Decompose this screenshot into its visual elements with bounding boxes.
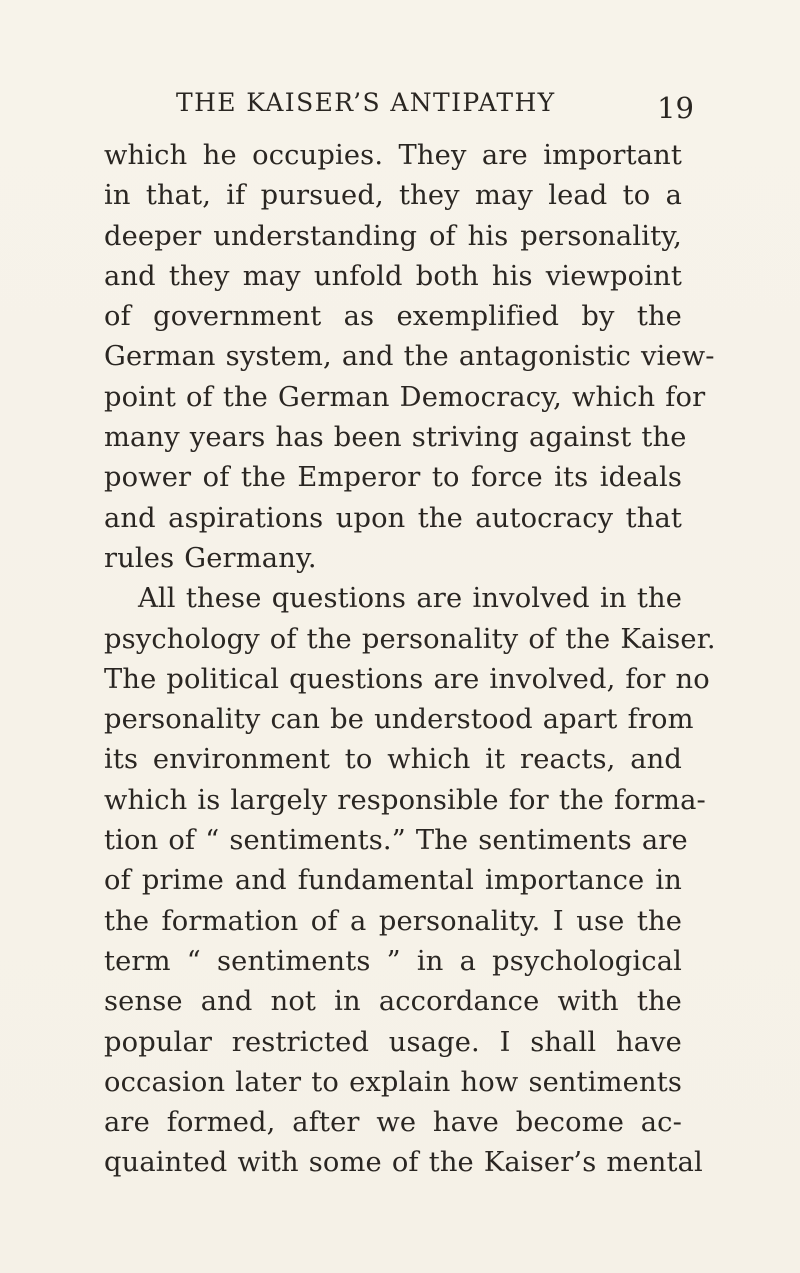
text-line: and they may unfold both his viewpoint	[104, 260, 682, 292]
text-line: psychology of the personality of the Kaiser.	[104, 623, 716, 655]
paragraph-start-line: All these questions are involved in the	[138, 583, 682, 615]
text-line: in that, if pursued, they may lead to a	[104, 180, 682, 212]
text-line: and aspirations upon the autocracy that	[104, 502, 682, 534]
text-line: many years has been striving against the	[104, 422, 687, 454]
text-line: are formed, after we have become ac-	[104, 1107, 682, 1139]
text-line: personality can be understood apart from	[104, 704, 694, 736]
text-line: of government as exemplified by the	[104, 301, 682, 333]
text-line: of prime and fundamental importance in	[104, 865, 682, 897]
page-number: 19	[657, 91, 694, 125]
text-line: quainted with some of the Kaiser’s mental	[104, 1147, 703, 1179]
text-line: German system, and the antagonistic view-	[104, 341, 715, 373]
text-line: deeper understanding of his personality,	[104, 220, 682, 252]
text-line: its environment to which it reacts, and	[104, 744, 682, 776]
text-line: the formation of a personality. I use the	[104, 905, 682, 937]
body-text	[104, 136, 716, 1184]
text-line: popular restricted usage. I shall have	[104, 1026, 682, 1058]
text-line: The political questions are involved, for no	[104, 663, 710, 695]
text-line: tion of “ sentiments.” The sentiments are	[104, 825, 688, 857]
text-line: which is largely responsible for the forma-	[104, 784, 706, 816]
text-line: sense and not in accordance with the	[104, 986, 682, 1018]
paragraph-end-line: rules Germany.	[104, 542, 317, 574]
running-title: THE KAISER’S ANTIPATHY	[176, 88, 556, 117]
text-line: which he occupies. They are important	[104, 140, 682, 171]
running-header	[176, 88, 694, 124]
text-line: point of the German Democracy, which for	[104, 381, 706, 413]
text-line: power of the Emperor to force its ideals	[104, 462, 682, 494]
text-line: occasion later to explain how sentiments	[104, 1066, 682, 1098]
text-line: term “ sentiments ” in a psychological	[104, 945, 682, 977]
